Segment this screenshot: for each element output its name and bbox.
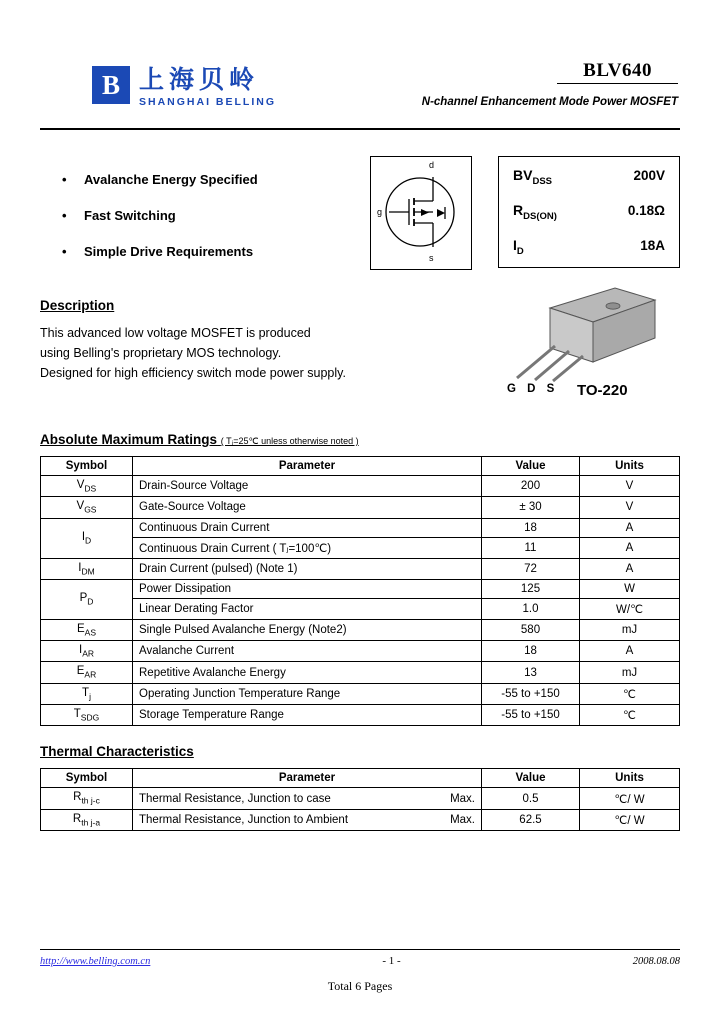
row-value: 62.5	[482, 809, 580, 830]
row-value: 580	[482, 619, 580, 640]
column-header-symbol: Symbol	[41, 457, 133, 476]
row-units: A	[580, 641, 680, 662]
column-header-units: Units	[580, 769, 680, 788]
column-header-units: Units	[580, 457, 680, 476]
footer-divider	[40, 949, 680, 950]
row-value: ± 30	[482, 497, 580, 518]
table-row	[41, 518, 680, 537]
spec-value: 18A	[640, 237, 665, 253]
spec-label: $I_D$	[513, 236, 524, 257]
row-units: V	[580, 476, 680, 497]
spec-row	[513, 202, 665, 222]
footer-date: 2008.08.08	[632, 956, 680, 967]
column-header-parameter: Parameter	[133, 769, 482, 788]
logo-mark-icon: B	[92, 66, 130, 104]
column-header-value: Value	[482, 457, 580, 476]
description-line: This advanced low voltage MOSFET is produced	[40, 326, 311, 340]
row-parameter: Operating Junction Temperature Range	[133, 683, 482, 704]
row-units: ℃	[580, 683, 680, 704]
table-header-row	[41, 457, 680, 476]
table-row	[41, 537, 680, 558]
table-row	[41, 641, 680, 662]
spec-label: $R_{DS(ON)}$	[513, 201, 557, 222]
table-row	[41, 579, 680, 598]
row-symbol: $R_{th j-c}$	[41, 788, 133, 809]
row-parameter	[133, 809, 482, 830]
row-value: 18	[482, 518, 580, 537]
row-symbol: $T_{SDG}$	[41, 705, 133, 726]
row-units: mJ	[580, 662, 680, 683]
header-divider	[40, 128, 680, 130]
row-parameter	[133, 788, 482, 809]
row-parameter: Drain-Source Voltage	[133, 476, 482, 497]
row-parameter-max: Max.	[450, 813, 475, 826]
row-symbol: $E_{AR}$	[41, 662, 133, 683]
row-parameter: Linear Derating Factor	[133, 598, 482, 619]
features-section	[40, 156, 680, 276]
list-item	[62, 244, 362, 259]
symbol-source-label: s	[429, 253, 434, 263]
mosfet-symbol-icon	[371, 157, 469, 267]
row-symbol: $I_{AR}$	[41, 641, 133, 662]
footer-total-pages: Total 6 Pages	[327, 979, 393, 993]
row-units: A	[580, 558, 680, 579]
logo-english-name: SHANGHAI BELLING	[139, 96, 276, 108]
feature-list	[62, 172, 362, 280]
table-row	[41, 705, 680, 726]
row-value: 72	[482, 558, 580, 579]
row-value: 18	[482, 641, 580, 662]
description-line: Designed for high efficiency switch mode power supply.	[40, 366, 346, 380]
row-value: 1.0	[482, 598, 580, 619]
row-units: mJ	[580, 619, 680, 640]
row-parameter-text: Thermal Resistance, Junction to Ambient	[139, 813, 349, 826]
table-row	[41, 662, 680, 683]
row-units: A	[580, 518, 680, 537]
table-row	[41, 497, 680, 518]
column-header-value: Value	[482, 769, 580, 788]
footer-website-link[interactable]: http://www.belling.com.cn	[40, 956, 151, 967]
feature-label: Avalanche Energy Specified	[84, 172, 258, 187]
column-header-parameter: Parameter	[133, 457, 482, 476]
bullet-icon: •	[62, 244, 67, 259]
row-parameter-text: Thermal Resistance, Junction to case	[139, 792, 331, 805]
row-value: 200	[482, 476, 580, 497]
row-parameter: Power Dissipation	[133, 579, 482, 598]
page-footer	[40, 949, 680, 994]
table-header-row	[41, 769, 680, 788]
mosfet-symbol-diagram	[370, 156, 472, 270]
table-row	[41, 558, 680, 579]
row-units: V	[580, 497, 680, 518]
part-number: BLV640	[557, 60, 678, 84]
row-parameter: Continuous Drain Current	[133, 518, 482, 537]
absolute-max-condition: ( Tⱼ=25℃ unless otherwise noted )	[220, 436, 359, 446]
row-symbol: $T_j$	[41, 683, 133, 704]
row-parameter: Single Pulsed Avalanche Energy (Note2)	[133, 619, 482, 640]
table-row	[41, 788, 680, 809]
table-row	[41, 598, 680, 619]
row-units: ℃/ W	[580, 788, 680, 809]
row-value: 13	[482, 662, 580, 683]
row-symbol: $I_{DM}$	[41, 558, 133, 579]
logo-chinese-name: 上海贝岭	[139, 65, 260, 94]
spec-row	[513, 167, 665, 187]
feature-label: Fast Switching	[84, 208, 176, 223]
row-parameter: Repetitive Avalanche Energy	[133, 662, 482, 683]
spec-value: 200V	[633, 168, 665, 183]
package-pin-labels: G D S	[507, 383, 559, 395]
package-name: TO-220	[577, 382, 628, 399]
row-units: ℃	[580, 705, 680, 726]
description-line: using Belling's proprietary MOS technology.	[40, 346, 282, 360]
absolute-max-title: Absolute Maximum Ratings	[40, 432, 218, 447]
row-value: -55 to +150	[482, 683, 580, 704]
spec-row	[513, 237, 665, 257]
feature-label: Simple Drive Requirements	[84, 244, 254, 259]
description-section	[40, 298, 680, 428]
list-item	[62, 208, 362, 223]
row-value: 11	[482, 537, 580, 558]
list-item	[62, 172, 362, 187]
row-symbol: $V_{GS}$	[41, 497, 133, 518]
table-row	[41, 809, 680, 830]
product-subtitle: N-channel Enhancement Mode Power MOSFET	[421, 96, 678, 108]
thermal-heading: Thermal Characteristics	[40, 744, 194, 760]
description-heading: Description	[40, 298, 115, 313]
package-drawing	[495, 280, 715, 410]
absolute-max-heading	[40, 432, 680, 447]
key-specs-box	[498, 156, 680, 268]
row-units: W	[580, 579, 680, 598]
page-header	[40, 48, 680, 132]
company-logo	[92, 66, 276, 108]
row-symbol: $R_{th j-a}$	[41, 809, 133, 830]
bullet-icon: •	[62, 208, 67, 223]
row-symbol: $V_{DS}$	[41, 476, 133, 497]
row-parameter: Storage Temperature Range	[133, 705, 482, 726]
row-parameter: Drain Current (pulsed) (Note 1)	[133, 558, 482, 579]
row-value: 0.5	[482, 788, 580, 809]
row-symbol: $I_D$	[41, 518, 133, 558]
row-units: A	[580, 537, 680, 558]
footer-page-number: - 1 -	[382, 955, 401, 967]
row-parameter: Gate-Source Voltage	[133, 497, 482, 518]
table-row	[41, 619, 680, 640]
row-symbol: $E_{AS}$	[41, 619, 133, 640]
row-units: ℃/ W	[580, 809, 680, 830]
row-parameter-max: Max.	[450, 792, 475, 805]
row-parameter: Avalanche Current	[133, 641, 482, 662]
table-row	[41, 476, 680, 497]
symbol-gate-label: g	[377, 207, 383, 217]
bullet-icon: •	[62, 172, 67, 187]
symbol-drain-label: d	[429, 160, 435, 170]
table-row	[41, 683, 680, 704]
row-parameter: Continuous Drain Current ( Tⱼ=100℃)	[133, 537, 482, 558]
thermal-table	[40, 768, 680, 831]
spec-label: $BV_{DSS}$	[513, 167, 552, 187]
spec-value: 0.18Ω	[627, 202, 665, 218]
row-symbol: $P_D$	[41, 579, 133, 619]
absolute-max-table	[40, 456, 680, 726]
row-value: -55 to +150	[482, 705, 580, 726]
row-value: 125	[482, 579, 580, 598]
column-header-symbol: Symbol	[41, 769, 133, 788]
row-units: W/℃	[580, 598, 680, 619]
